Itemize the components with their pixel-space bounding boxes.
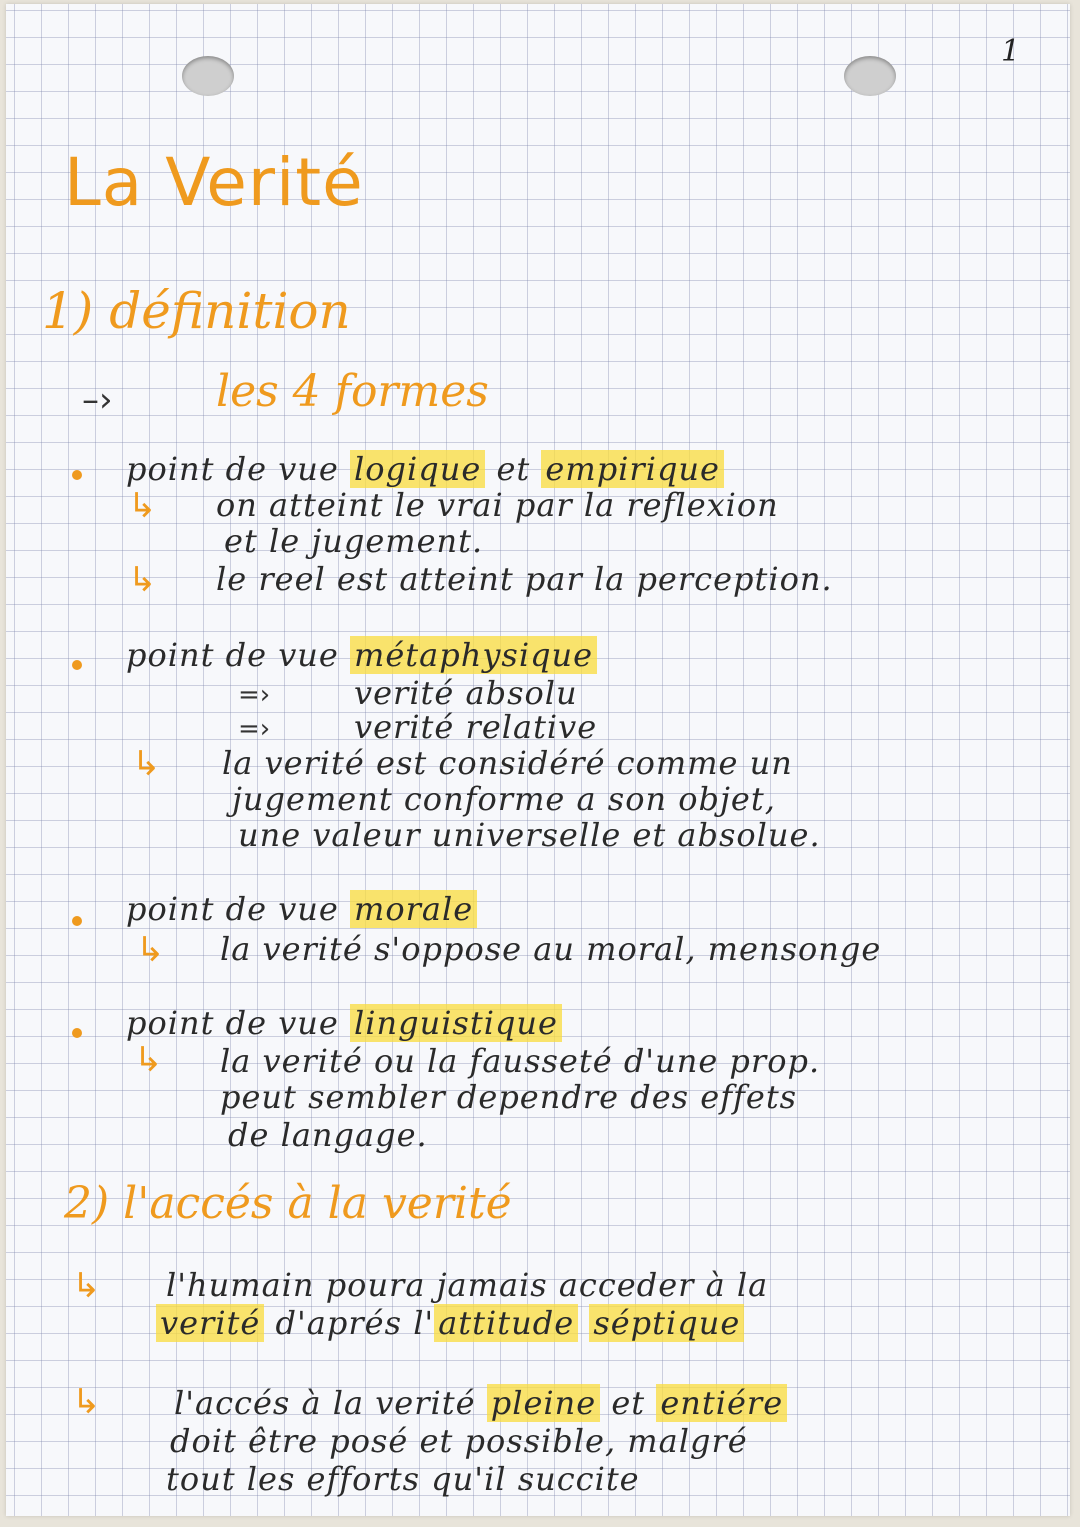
arrow-icon: ↳ — [128, 560, 157, 600]
arrow-icon: –› — [82, 380, 113, 420]
item-heading: point de vue métaphysique — [126, 636, 597, 674]
highlight: attitude — [434, 1304, 578, 1342]
sub-line: verité absolu — [354, 674, 578, 712]
note-line: verité d'aprés l' attitude séptique — [156, 1304, 744, 1342]
sub-line: verité relative — [354, 708, 598, 746]
binder-hole — [844, 56, 896, 96]
highlight: empirique — [541, 450, 724, 488]
arrow-icon: ↳ — [136, 930, 165, 970]
note-line: le reel est atteint par la perception. — [216, 560, 833, 598]
bullet-icon — [72, 1028, 82, 1038]
page-number: 1 — [1001, 34, 1021, 69]
note-line: on atteint le vrai par la reflexion — [216, 486, 779, 524]
highlight: métaphysique — [350, 636, 597, 674]
binder-hole — [182, 56, 234, 96]
notebook-page — [6, 4, 1070, 1516]
note-line: de langage. — [228, 1116, 428, 1154]
highlight: logique — [350, 450, 485, 488]
bullet-icon — [72, 660, 82, 670]
note-line: jugement conforme a son objet, — [232, 780, 776, 818]
arrow-icon: ↳ — [72, 1382, 101, 1422]
page-title: La Verité — [64, 144, 364, 221]
note-line: peut sembler dependre des effets — [220, 1078, 798, 1116]
note-line: la verité est considéré comme un — [222, 744, 793, 782]
section-1-heading: 1) définition — [42, 282, 351, 340]
arrow-icon: ↳ — [134, 1040, 163, 1080]
double-arrow-icon: =› — [238, 714, 271, 744]
note-line: l'humain poura jamais acceder à la — [166, 1266, 769, 1304]
note-line: une valeur universelle et absolue. — [238, 816, 821, 854]
arrow-icon: ↳ — [132, 744, 161, 784]
note-line: et le jugement. — [224, 522, 484, 560]
section-2-heading: 2) l'accés à la verité — [64, 1178, 512, 1229]
highlight: linguistique — [350, 1004, 562, 1042]
highlight: morale — [350, 890, 477, 928]
highlight: pleine — [487, 1384, 600, 1422]
item-heading: point de vue linguistique — [126, 1004, 562, 1042]
double-arrow-icon: =› — [238, 680, 271, 710]
note-line: doit être posé et possible, malgré — [170, 1422, 748, 1460]
highlight: entiére — [656, 1384, 787, 1422]
note-line: la verité s'oppose au moral, mensonge — [220, 930, 882, 968]
highlight: séptique — [589, 1304, 744, 1342]
note-line: la verité ou la fausseté d'une prop. — [220, 1042, 821, 1080]
highlight: verité — [156, 1304, 264, 1342]
section-1-subheading: les 4 formes — [216, 366, 489, 417]
item-heading: point de vue logique et empirique — [126, 450, 724, 488]
arrow-icon: ↳ — [72, 1266, 101, 1306]
note-line: l'accés à la verité pleine et entiére — [174, 1384, 787, 1422]
arrow-icon: ↳ — [128, 486, 157, 526]
note-line: tout les efforts qu'il succite — [166, 1460, 640, 1498]
bullet-icon — [72, 916, 82, 926]
bullet-icon — [72, 470, 82, 480]
item-heading: point de vue morale — [126, 890, 477, 928]
